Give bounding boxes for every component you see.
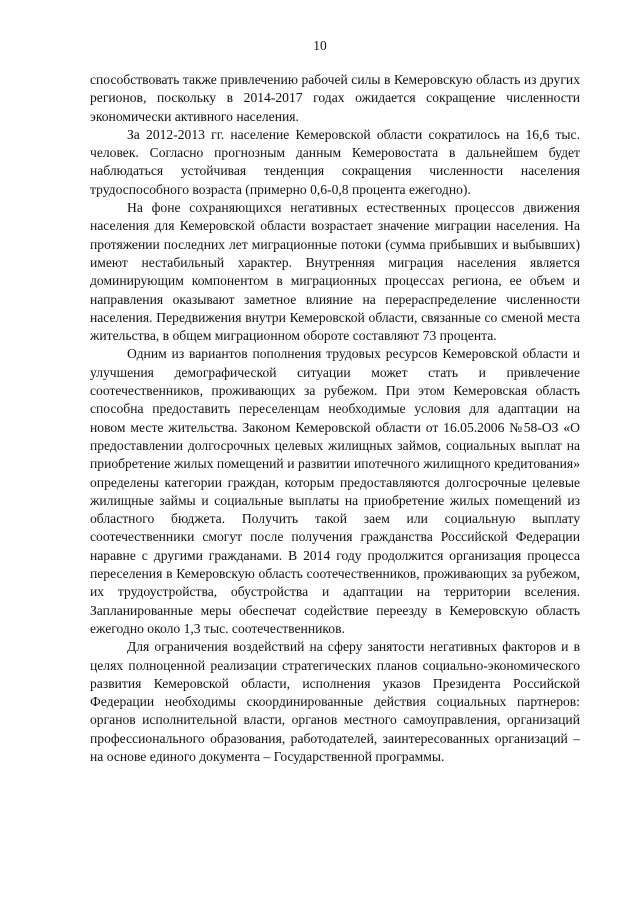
paragraph-migration: На фоне сохраняющихся негативных естественных процессов движения населения для Кемеровской области возрастает значение миграции населения. На протяжении последних лет миграционные потоки (сумма прибывших и выбывших) имеют нестабильный характер. Внутренняя миграция населения является доминирующим компонентом в миграционных процессах региона, ее объем и направления оказывают заметное влияние на перераспределение численности населения. Передвижения внутри Кемеровской области, связанные со сменой места жительства, в общем миграционном обороте составляют 73 процента. bbox=[90, 200, 580, 344]
paragraph-state-program: Для ограничения воздействий на сферу занятости негативных факторов и в целях полноценной реализации стратегических планов социально-экономического развития Кемеровской области, исполнения указов Президента Российской Федерации необходимы скоординированные действия социальных партнеров: органов исполнительной власти, органов местного самоуправления, организаций профессионального образования, работодателей, заинтересованных организаций – на основе единого документа – Государственной программы. bbox=[90, 639, 580, 764]
body-text bbox=[90, 71, 580, 766]
paragraph-continued: способствовать также привлечению рабочей силы в Кемеровскую область из других регионов, поскольку в 2014-2017 годах ожидается сокращение численности экономически активного населения. bbox=[90, 72, 580, 124]
paragraph-compatriots: Одним из вариантов пополнения трудовых ресурсов Кемеровской области и улучшения демографической ситуации может стать и привлечение соотечественников, проживающих за рубежом. При этом Кемеровская область способна предоставить переселенцам необходимые условия для адаптации на новом месте жительства. Законом Кемеровской области от 16.05.2006 №58-ОЗ «О предоставлении долгосрочных целевых жилищных займов, социальных выплат на приобретение жилых помещений и развитии ипотечного жилищного кредитования» определены категории граждан, которым предоставляются долгосрочные целевые жилищные займы и социальные выплаты на приобретение жилых помещений из областного бюджета. Получить такой заем или социальную выплату соотечественники смогут после получения гражданства Российской Федерации наравне с другими гражданами. В 2014 году продолжится организация процесса переселения в Кемеровскую область соотечественников, проживающих за рубежом, их трудоустройства, обустройства и адаптации на территории вселения. Запланированные меры обеспечат содействие переезду в Кемеровскую область ежегодно около 1,3 тыс. соотечественников. bbox=[90, 346, 580, 636]
paragraph-population-decline: За 2012-2013 гг. население Кемеровской области сократилось на 16,6 тыс. человек. Согласно прогнозным данным Кемеровостата в дальнейшем будет наблюдаться устойчивая тенденция сокращения численности населения трудоспособного возраста (примерно 0,6-0,8 процента ежегодно). bbox=[90, 126, 580, 197]
page-number: 10 bbox=[313, 38, 327, 53]
